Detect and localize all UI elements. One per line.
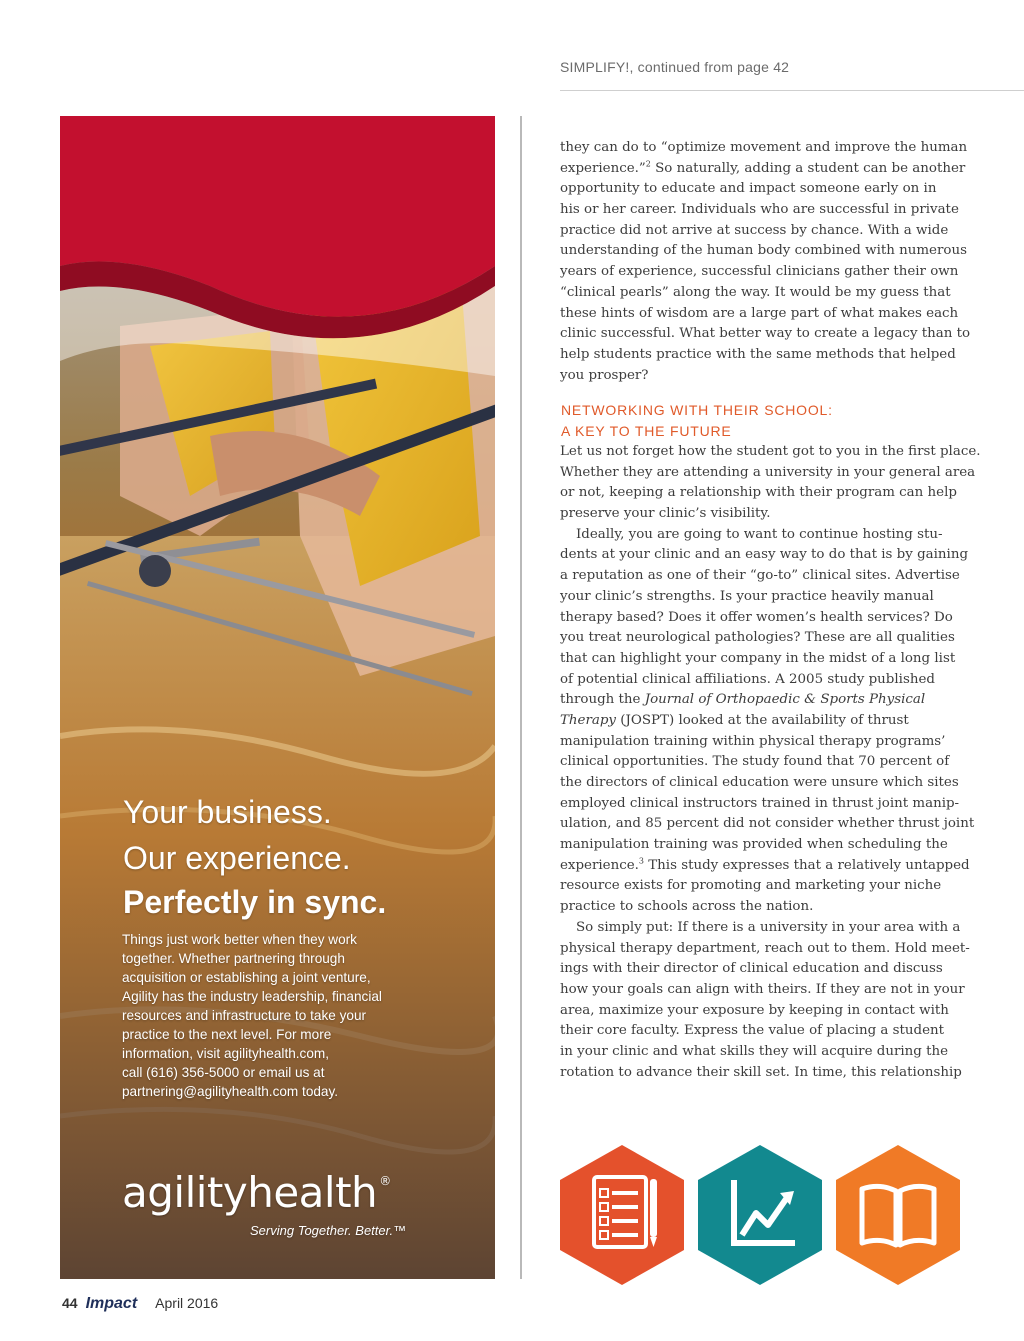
text-line: rotation to advance their skill set. In time, this relationship xyxy=(560,1064,962,1080)
ad-body-line: Agility has the industry leadership, financial xyxy=(122,989,382,1004)
text-line: ings with their director of clinical education and discuss xyxy=(560,961,943,977)
text-line: a reputation as one of their “go-to” clinical sites. Advertise xyxy=(560,568,960,584)
text-line: in your clinic and what skills they will acquire during the xyxy=(560,1043,949,1059)
journal-title-cont: Therapy xyxy=(560,712,617,728)
ad-body-line: partnering@agilityhealth.com today. xyxy=(122,1084,339,1099)
ad-body-line: practice to the next level. For more xyxy=(122,1027,332,1042)
text-line: help students practice with the same methods that helped xyxy=(560,346,956,362)
text-line: Let us not forget how the student got to you in the first place. xyxy=(560,444,981,459)
article-paragraph-1 xyxy=(560,138,970,386)
text-line: experience.$^3$ This study expresses that a relatively untapped xyxy=(560,856,970,873)
text-line: Ideally, you are going to want to continue hosting stu- xyxy=(576,526,943,542)
text-line: your clinic’s strengths. Is your practice heavily manual xyxy=(560,588,934,604)
checklist-document-icon xyxy=(558,1143,686,1287)
text-line: the directors of clinical education were unsure which sites xyxy=(560,775,959,790)
text-line: understanding of the human body combined with numerous xyxy=(560,243,967,259)
text-line: experience.”$^2$ So naturally, adding a student can be another xyxy=(560,159,966,176)
agility-health-ad xyxy=(60,116,495,1279)
text-line: physical therapy department, reach out to them. Hold meet- xyxy=(560,940,970,956)
text-line: how your goals can align with theirs. If they are not in your xyxy=(560,981,965,997)
journal-title: Journal of Orthopaedic & Sports Physical xyxy=(644,692,926,708)
agility-health-logo xyxy=(122,1168,391,1217)
subhead-line-1: NETWORKING WITH THEIR SCHOOL: xyxy=(561,402,833,418)
text-line: through the Journal of Orthopaedic & Sports Physical xyxy=(560,692,926,708)
text-line: resource exists for promoting and marketing your niche xyxy=(560,878,942,894)
open-book-icon xyxy=(834,1143,962,1287)
ad-body-line: call (616) 356-5000 or email us at xyxy=(122,1065,325,1080)
text-line: they can do to “optimize movement and improve the human xyxy=(560,140,968,155)
text-line: manipulation training within physical therapy programs’ xyxy=(560,733,946,749)
text-line: “clinical pearls” along the way. It would be my guess that xyxy=(560,284,951,300)
ad-body-line: together. Whether partnering through xyxy=(122,951,345,966)
page-number: 44 xyxy=(62,1295,78,1311)
ad-headline-line-3: Perfectly in sync. xyxy=(123,884,387,920)
text-line: years of experience, successful clinicians gather their own xyxy=(560,264,959,280)
text-line: Therapy (JOSPT) looked at the availability of thrust xyxy=(560,712,909,728)
ad-body-line: Things just work better when they work xyxy=(122,932,357,947)
section-subhead xyxy=(561,400,833,442)
text-line: area, maximize your exposure by keeping in contact with xyxy=(560,1002,949,1018)
page-footer xyxy=(62,1295,218,1313)
text-line: Whether they are attending a university in your general area xyxy=(560,464,976,480)
magazine-name: Impact xyxy=(85,1295,138,1312)
subhead-line-2: A KEY TO THE FUTURE xyxy=(561,423,732,439)
ad-body-line: information, visit agilityhealth.com, xyxy=(122,1046,330,1061)
ad-body-copy xyxy=(122,930,422,1101)
footnote-ref: 3 xyxy=(638,856,644,866)
text-line: or not, keeping a relationship with their program can help xyxy=(560,485,957,501)
article-paragraph-2 xyxy=(560,442,981,1083)
text-line: that can highlight your company in the midst of a long list xyxy=(560,650,956,666)
text-line: ulation, and 85 percent did not consider whether thrust joint xyxy=(560,816,975,832)
text-line: clinic successful. What better way to create a legacy than to xyxy=(560,326,971,342)
text-line: these hints of wisdom are a large part of what makes each xyxy=(560,305,959,321)
growth-chart-icon xyxy=(696,1143,824,1287)
text-line: opportunity to educate and impact someone early on in xyxy=(560,181,937,197)
text-line: of potential clinical affiliations. A 2005 study published xyxy=(560,671,935,687)
text-line: his or her career. Individuals who are successful in private xyxy=(560,202,959,218)
header-rule xyxy=(560,90,1024,91)
ad-tagline: Serving Together. Better.™ xyxy=(250,1223,407,1238)
ad-body-line: resources and infrastructure to take your xyxy=(122,1008,367,1023)
text-line: clinical opportunities. The study found that 70 percent of xyxy=(560,754,950,770)
text-line: So simply put: If there is a university in your area with a xyxy=(576,919,961,935)
ad-body-line: acquisition or establishing a joint venture, xyxy=(122,970,371,985)
text-line: manipulation training was provided when scheduling the xyxy=(560,837,948,853)
text-line: employed clinical instructors trained in thrust joint manip- xyxy=(560,795,960,811)
logo-text: agilityhealth xyxy=(122,1168,378,1217)
issue-date: April 2016 xyxy=(155,1295,219,1311)
text-line: dents at your clinic and an easy way to do that is by gaining xyxy=(560,547,969,563)
text-line: practice did not arrive at success by chance. With a wide xyxy=(560,222,949,238)
text-line: their core faculty. Express the value of placing a student xyxy=(560,1023,945,1039)
red-wave-banner xyxy=(60,116,495,376)
column-divider xyxy=(520,116,522,1279)
continued-line: SIMPLIFY!, continued from page 42 xyxy=(560,59,790,75)
registered-mark: ® xyxy=(379,1174,391,1188)
footnote-ref: 2 xyxy=(645,159,651,169)
text-line: you prosper? xyxy=(560,367,649,383)
text-line: you treat neurological pathologies? These are all qualities xyxy=(560,630,955,646)
ad-headline-line-2: Our experience. xyxy=(123,840,351,876)
text-line: practice to schools across the nation. xyxy=(560,899,814,915)
text-line: preserve your clinic’s visibility. xyxy=(560,506,771,522)
ad-headline-line-1: Your business. xyxy=(123,794,332,830)
text-line: therapy based? Does it offer women’s health services? Do xyxy=(560,609,953,625)
